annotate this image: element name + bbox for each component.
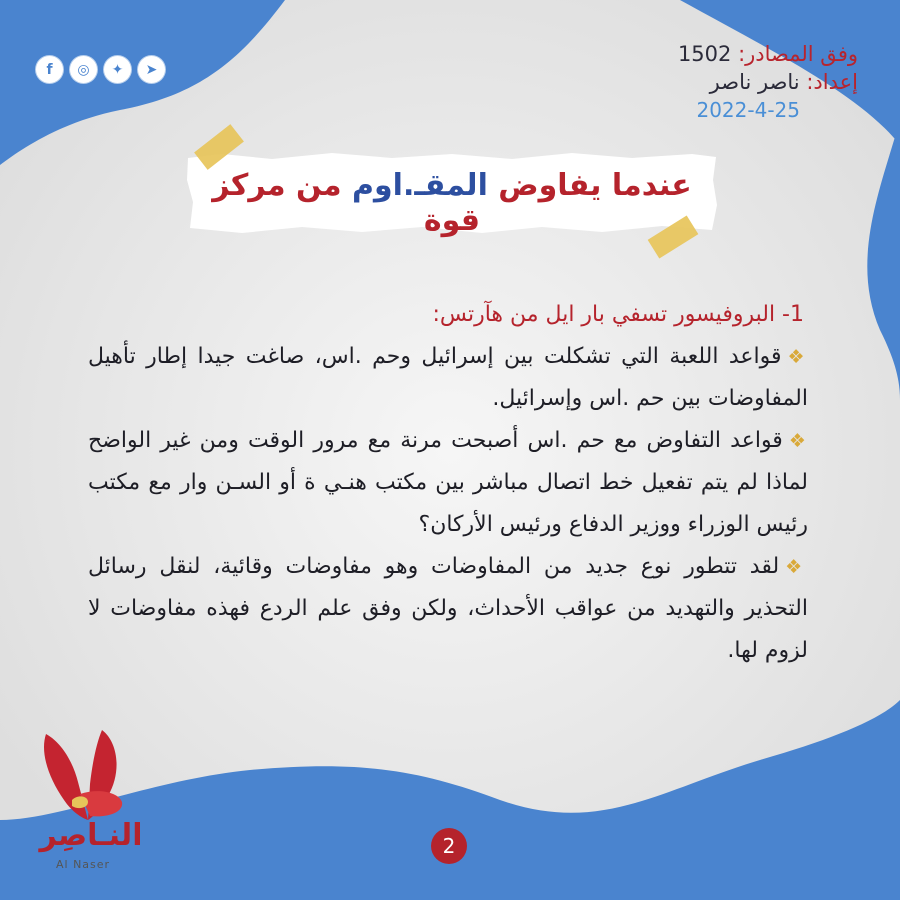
instagram-icon[interactable]: ◎ <box>70 56 97 83</box>
article-body <box>88 294 808 672</box>
author-label: إعداد: <box>806 70 858 94</box>
bullet-icon: ❖ <box>785 556 808 578</box>
facebook-icon[interactable]: f <box>36 56 63 83</box>
telegram-icon[interactable]: ➤ <box>138 56 165 83</box>
brand-english: Al Naser <box>56 858 111 871</box>
sources-label: وفق المصادر: <box>738 42 858 66</box>
page-title <box>182 168 722 238</box>
paragraph-text: قواعد التفاوض مع حم .اس أصبحت مرنة مع مرور الوقت ومن غير الواضح لماذا لم يتم تفعيل خط اتصال مباشر بين مكتب هنـي ة أو السـن وار مع مكتب رئيس الوزراء ووزير الدفاع ورئيس الأركان؟ <box>88 428 808 537</box>
title-part-3: من مركز قوة <box>212 168 481 238</box>
sources-number: 1502 <box>677 42 732 66</box>
paragraph <box>88 336 808 420</box>
subheading: 1- البروفيسور تسفي بار ايل من هآرتس: <box>432 302 804 327</box>
bullet-icon: ❖ <box>788 430 808 452</box>
sources-line <box>678 40 858 68</box>
twitter-icon[interactable]: ✦ <box>104 56 131 83</box>
brand-arabic: النـاصِر <box>39 818 143 853</box>
bullet-icon: ❖ <box>787 346 808 368</box>
paragraph-text: قواعد اللعبة التي تشكلت بين إسرائيل وحم .اس، صاغت جيدا إطار تأهيل المفاوضات بين حم .اس وإسرائيل. <box>88 344 808 411</box>
paragraph-text: لقد تتطور نوع جديد من المفاوضات وهو مفاوضات وقائية، لنقل رسائل التحذير والتهديد من عواقب الأحداث، ولكن وفق علم الردع فهذه مفاوضات لا لزوم لها. <box>88 554 808 663</box>
author-line <box>678 68 858 96</box>
title-part-2: المقـ.اوم <box>352 168 488 203</box>
paragraph <box>88 420 808 546</box>
date: 2022-4-25 <box>696 98 800 122</box>
paragraph <box>88 546 808 672</box>
page-number-badge: 2 <box>431 828 467 864</box>
author-name: ناصر ناصر <box>709 70 800 94</box>
meta-info <box>678 40 858 124</box>
title-part-1: عندما يفاوض <box>487 168 692 203</box>
social-icons <box>36 56 165 83</box>
